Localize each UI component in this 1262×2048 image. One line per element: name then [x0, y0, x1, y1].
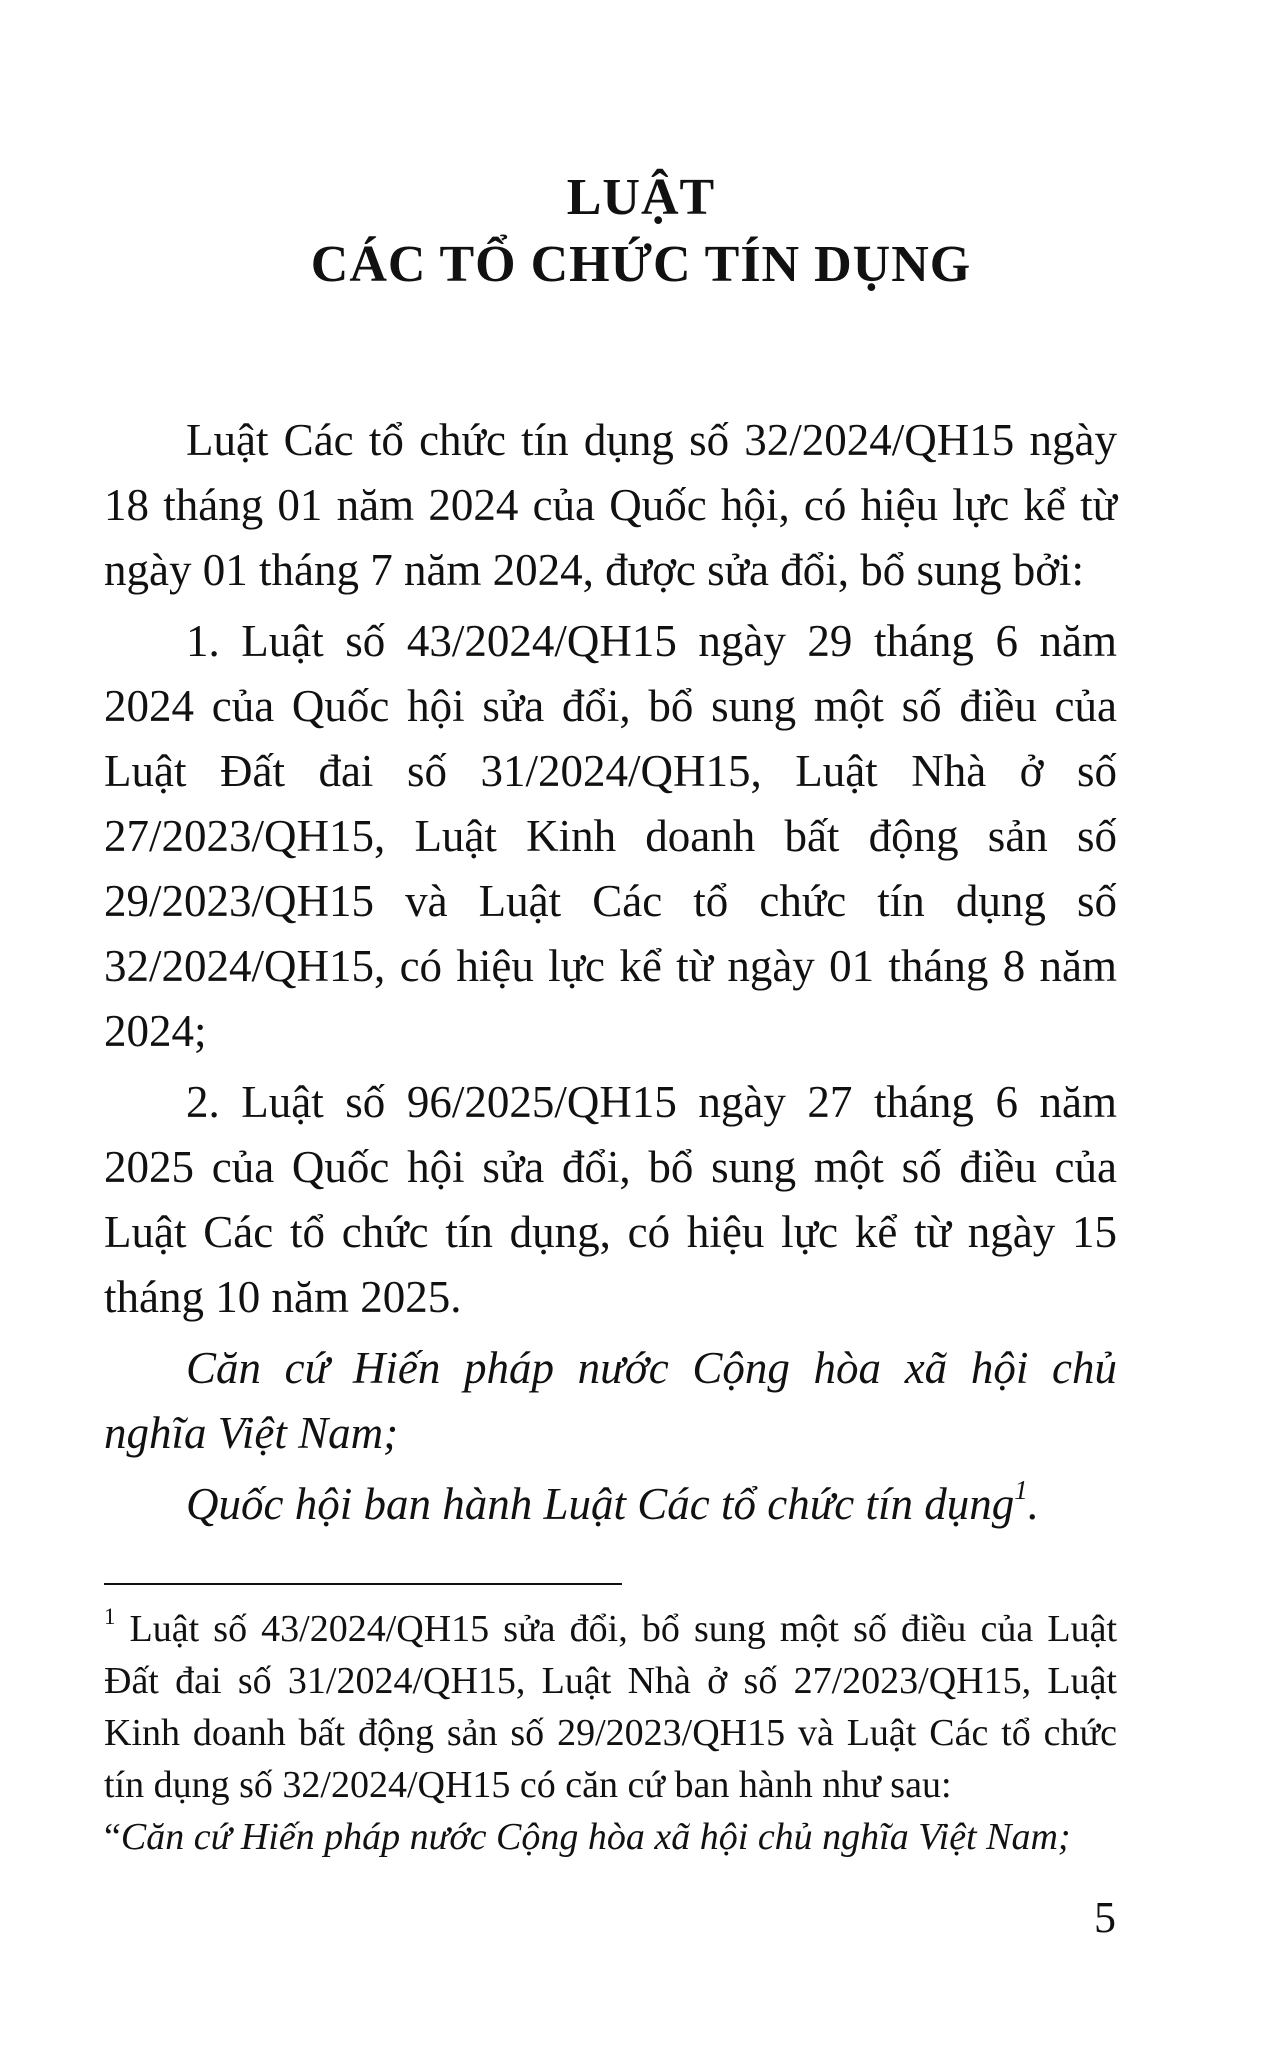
footnote-marker: 1	[104, 1603, 116, 1629]
footnotes	[104, 1603, 1117, 1863]
law-title-line-2: CÁC TỔ CHỨC TÍN DỤNG	[310, 236, 972, 293]
body-text	[104, 408, 1117, 1539]
preamble-basis: Căn cứ Hiến pháp nước Cộng hòa xã hội chủ nghĩa Việt Nam;	[104, 1343, 1117, 1458]
footnote-separator	[104, 1583, 622, 1585]
open-quote: “	[104, 1816, 121, 1858]
law-title-line-1: LUẬT	[566, 169, 716, 226]
footnote-text: Luật số 43/2024/QH15 sửa đổi, bổ sung một số điều của Luật Đất đai số 31/2024/QH15, Luật Nhà ở số 27/2023/QH15, Luật Kinh doanh bất động sản số 29/2023/QH15 và Luật Các tổ chức tín dụng số 32/2024/QH15 có căn cứ ban hành như sau:	[104, 1608, 1118, 1806]
enactment-text: Quốc hội ban hành Luật Các tổ chức tín dụng	[186, 1479, 1015, 1529]
footnote-quote	[104, 1811, 1117, 1863]
amendment-item-1: 1. Luật số 43/2024/QH15 ngày 29 tháng 6 năm 2024 của Quốc hội sửa đổi, bổ sung một số điều của Luật Đất đai số 31/2024/QH15, Luật Nhà ở số 27/2023/QH15, Luật Kinh doanh bất động sản số 29/2023/QH15 và Luật Các tổ chức tín dụng số 32/2024/QH15, có hiệu lực kể từ ngày 01 tháng 8 năm 2024;	[104, 616, 1117, 1056]
enactment-period: .	[1027, 1479, 1039, 1529]
preamble-enactment	[104, 1472, 1117, 1537]
footnote-quote-text: Căn cứ Hiến pháp nước Cộng hòa xã hội chủ nghĩa Việt Nam;	[120, 1816, 1071, 1858]
footnote-reference: 1	[1014, 1474, 1028, 1505]
footnote-1	[104, 1603, 1117, 1811]
amendment-item-2: 2. Luật số 96/2025/QH15 ngày 27 tháng 6 năm 2025 của Quốc hội sửa đổi, bổ sung một số điều của Luật Các tổ chức tín dụng, có hiệu lực kể từ ngày 15 tháng 10 năm 2025.	[104, 1077, 1117, 1322]
page-number: 5	[1094, 1893, 1116, 1942]
intro-paragraph: Luật Các tổ chức tín dụng số 32/2024/QH15 ngày 18 tháng 01 năm 2024 của Quốc hội, có hiệu lực kể từ ngày 01 tháng 7 năm 2024, được sửa đổi, bổ sung bởi:	[104, 415, 1117, 595]
